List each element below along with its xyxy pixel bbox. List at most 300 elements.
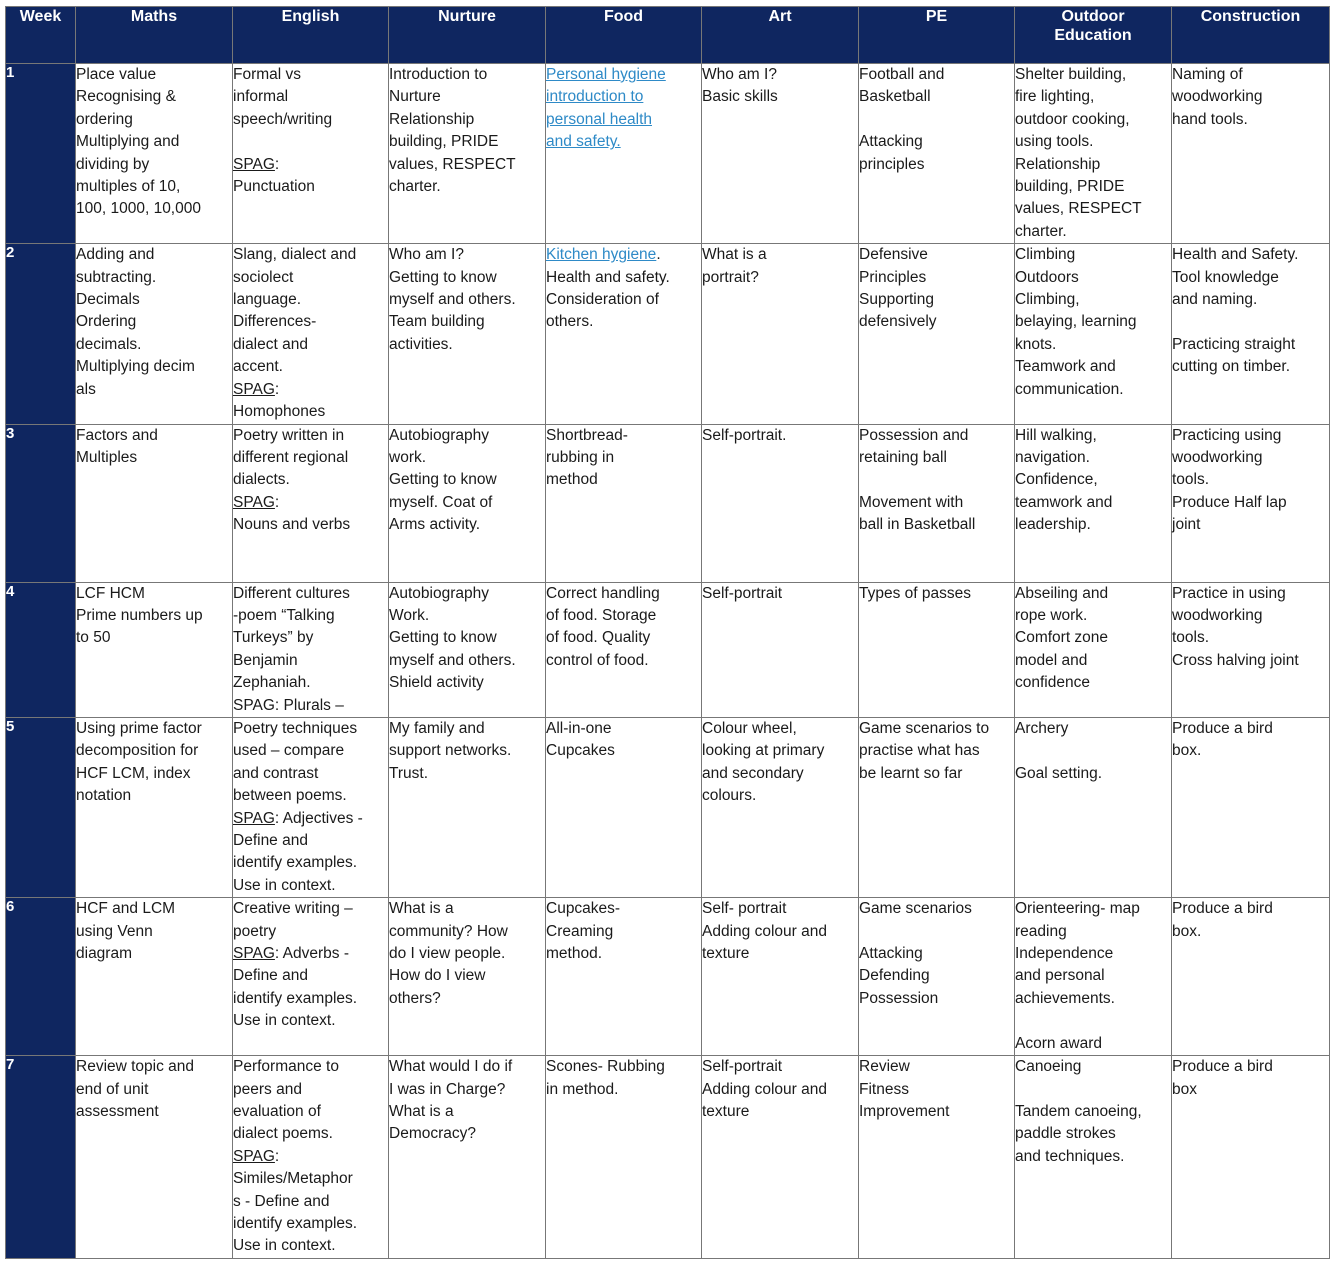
cell-text: Supporting <box>859 291 934 309</box>
cell-text: Principles <box>859 268 927 286</box>
table-row <box>6 424 1330 582</box>
cell-text: decomposition for <box>76 742 199 760</box>
cell-english <box>233 244 389 424</box>
cell-text: leadership. <box>1015 516 1091 534</box>
cell-text: Creative writing – <box>233 900 353 918</box>
cell-text: Introduction to <box>389 66 488 83</box>
cell-text: Cupcakes- <box>546 900 621 918</box>
cell-text: Zephaniah. <box>233 674 311 692</box>
cell-text: SPAG: <box>233 1147 280 1165</box>
cell-text: SPAG: <box>233 493 280 511</box>
cell-text: Who am I? <box>702 66 777 83</box>
cell-text: Autobiography <box>389 426 489 444</box>
cell-text: dialect poems. <box>233 1125 333 1143</box>
cell-food <box>546 582 702 717</box>
cell-text: Cross halving joint <box>1172 651 1299 669</box>
cell-english <box>233 1056 389 1259</box>
cell-maths <box>76 898 233 1056</box>
cell-text: work. <box>389 448 427 466</box>
hyperlink[interactable]: and safety. <box>546 133 621 151</box>
cell-nurture <box>389 717 546 897</box>
cell-text: subtracting. <box>76 268 157 286</box>
cell-text: Self-portrait <box>702 584 783 602</box>
cell-text: SPAG: Adverbs - <box>233 945 350 962</box>
cell-text: fire lighting, <box>1015 88 1095 106</box>
cell-text: Self-portrait. <box>702 426 787 444</box>
cell-text: Nouns and verbs <box>233 516 351 534</box>
cell-food <box>546 64 702 244</box>
cell-text: Relationship <box>1015 155 1101 173</box>
cell-art <box>702 424 859 582</box>
cell-text: communication. <box>1015 380 1124 398</box>
cell-text: Creaming <box>546 922 614 940</box>
cell-text: What would I do if <box>389 1058 513 1076</box>
cell-text: I was in Charge? <box>389 1080 506 1098</box>
cell-text: Getting to know <box>389 629 497 647</box>
cell-text: method <box>546 471 598 489</box>
cell-art <box>702 64 859 244</box>
cell-text: rope work. <box>1015 606 1088 624</box>
cell-text: teamwork and <box>1015 493 1113 511</box>
cell-text: identify examples. <box>233 1215 358 1233</box>
cell-nurture <box>389 1056 546 1259</box>
cell-text: Multiplying and <box>76 133 180 151</box>
header-food: Food <box>546 7 702 64</box>
cell-construction <box>1172 424 1330 582</box>
cell-construction <box>1172 898 1330 1056</box>
cell-text: using tools. <box>1015 133 1094 151</box>
cell-text: Climbing <box>1015 246 1076 264</box>
cell-text: Adding colour and <box>702 1080 827 1098</box>
cell-text <box>546 64 701 86</box>
cell-text: confidence <box>1015 674 1090 692</box>
cell-text: Improvement <box>859 1103 950 1120</box>
cell-art <box>702 244 859 424</box>
cell-text: HCF LCM, index <box>76 764 191 782</box>
header-maths: Maths <box>76 7 233 64</box>
curriculum-table <box>5 6 1330 1259</box>
cell-text: model and <box>1015 651 1088 669</box>
cell-text: speech/writing <box>233 110 333 128</box>
table-body <box>6 64 1330 1259</box>
cell-text: values, RESPECT <box>1015 200 1142 218</box>
cell-text: woodworking <box>1172 606 1263 624</box>
cell-text: Similes/Metaphor <box>233 1170 353 1188</box>
cell-maths <box>76 717 233 897</box>
cell-text: and techniques. <box>1015 1147 1125 1165</box>
cell-text: All-in-one <box>546 719 612 737</box>
blank-line <box>859 921 1014 943</box>
header-art: Art <box>702 7 859 64</box>
cell-text: cutting on timber. <box>1172 358 1291 376</box>
cell-text: building, PRIDE <box>389 133 499 151</box>
cell-text: Shield activity <box>389 674 484 692</box>
cell-pe <box>859 424 1015 582</box>
cell-text: Define and <box>233 967 308 985</box>
cell-text: Acorn award <box>1015 1034 1103 1052</box>
cell-text: outdoor cooking, <box>1015 110 1130 128</box>
cell-text: Democracy? <box>389 1125 476 1143</box>
cell-text: language. <box>233 291 302 309</box>
cell-text: community? How <box>389 922 508 940</box>
cell-text: Formal vs <box>233 66 302 83</box>
cell-text: Movement with <box>859 493 964 511</box>
cell-text: Practicing using <box>1172 426 1282 444</box>
hyperlink[interactable]: Personal hygiene <box>546 66 666 83</box>
cell-text: SPAG: Plurals – <box>233 696 344 714</box>
cell-text: SPAG: <box>233 155 280 173</box>
cell-text: Scones- Rubbing <box>546 1058 665 1076</box>
cell-text: identify examples. <box>233 989 358 1007</box>
underlined-text: SPAG <box>233 945 275 962</box>
cell-text: Canoeing <box>1015 1058 1082 1076</box>
cell-text: Independence <box>1015 945 1114 962</box>
cell-food <box>546 424 702 582</box>
cell-text: texture <box>702 1103 750 1120</box>
blank-line <box>1015 740 1171 762</box>
cell-text: myself. Coat of <box>389 493 493 511</box>
cell-text: Produce a bird <box>1172 900 1273 918</box>
cell-text: between poems. <box>233 787 347 805</box>
cell-text: Defending <box>859 967 930 985</box>
cell-text: dialects. <box>233 471 290 489</box>
blank-line <box>1015 1079 1171 1101</box>
cell-text: myself and others. <box>389 291 516 309</box>
cell-text: practise what has <box>859 742 980 760</box>
cell-maths <box>76 244 233 424</box>
cell-text: different regional <box>233 448 349 466</box>
cell-text: and naming. <box>1172 291 1258 309</box>
cell-text: ball in Basketball <box>859 516 976 534</box>
cell-food <box>546 717 702 897</box>
cell-text: Ordering <box>76 313 137 331</box>
cell-text: -poem “Talking <box>233 606 335 624</box>
cell-text: multiples of 10, <box>76 178 181 196</box>
cell-text: Prime numbers up <box>76 606 203 624</box>
cell-text: box. <box>1172 742 1202 760</box>
cell-text: Getting to know <box>389 268 497 286</box>
blank-line <box>859 469 1014 491</box>
cell-maths <box>76 64 233 244</box>
underlined-text: SPAG <box>233 493 275 511</box>
cell-text: Archery <box>1015 719 1069 737</box>
cell-text: poetry <box>233 922 277 940</box>
cell-text: Different cultures <box>233 584 350 602</box>
cell-text <box>546 131 701 153</box>
cell-text: charter. <box>1015 222 1067 240</box>
cell-text: used – compare <box>233 742 345 760</box>
cell-text: Correct handling <box>546 584 660 602</box>
table-row <box>6 898 1330 1056</box>
header-construction: Construction <box>1172 7 1330 64</box>
cell-construction <box>1172 582 1330 717</box>
cell-text: do I view people. <box>389 945 506 962</box>
cell-text: Multiples <box>76 448 138 466</box>
cell-text: Punctuation <box>233 178 315 196</box>
cell-text: principles <box>859 155 925 173</box>
cell-text: Autobiography <box>389 584 489 602</box>
cell-text: Abseiling and <box>1015 584 1109 602</box>
cell-pe <box>859 898 1015 1056</box>
cell-text: box. <box>1172 922 1202 940</box>
cell-text: Practice in using <box>1172 584 1286 602</box>
week-number: 4 <box>6 582 76 717</box>
cell-text: Use in context. <box>233 1012 336 1030</box>
cell-text: Cupcakes <box>546 742 615 760</box>
cell-text: Football and <box>859 66 945 83</box>
cell-text: Attacking <box>859 944 923 962</box>
header-nurture: Nurture <box>389 7 546 64</box>
cell-text: s - Define and <box>233 1192 330 1210</box>
cell-text: identify examples. <box>233 854 358 872</box>
cell-text: What is a <box>702 246 767 264</box>
cell-text: portrait? <box>702 268 759 286</box>
cell-text: looking at primary <box>702 742 825 760</box>
cell-text: Attacking <box>859 133 923 151</box>
cell-text: others? <box>389 989 441 1007</box>
cell-text: Trust. <box>389 764 429 782</box>
hyperlink[interactable]: Kitchen hygiene <box>546 246 657 264</box>
cell-text: using Venn <box>76 922 153 940</box>
cell-pe <box>859 582 1015 717</box>
cell-text: Poetry techniques <box>233 719 358 737</box>
cell-text: of food. Storage <box>546 606 657 624</box>
cell-pe <box>859 244 1015 424</box>
cell-text <box>546 86 701 108</box>
cell-text: Produce a bird <box>1172 1058 1273 1076</box>
cell-text: support networks. <box>389 742 512 760</box>
cell-maths <box>76 1056 233 1259</box>
cell-text: Teamwork and <box>1015 358 1116 376</box>
cell-text: Colour wheel, <box>702 719 797 737</box>
cell-food <box>546 244 702 424</box>
cell-text: Self- portrait <box>702 900 787 918</box>
cell-pe <box>859 717 1015 897</box>
cell-outdoor-education <box>1015 582 1172 717</box>
cell-text: Performance to <box>233 1058 339 1076</box>
blank-line <box>1172 311 1329 333</box>
cell-nurture <box>389 244 546 424</box>
cell-maths <box>76 424 233 582</box>
week-number: 2 <box>6 244 76 424</box>
cell-text: Getting to know <box>389 471 497 489</box>
cell-construction <box>1172 64 1330 244</box>
cell-text: of food. Quality <box>546 629 651 647</box>
cell-text: Recognising & <box>76 88 176 106</box>
cell-text: Who am I? <box>389 246 464 264</box>
cell-text: Health and Safety. <box>1172 246 1299 264</box>
cell-text: end of unit <box>76 1080 149 1098</box>
cell-text: How do I view <box>389 967 486 985</box>
cell-text: Shelter building, <box>1015 66 1127 83</box>
cell-text: Possession <box>859 989 939 1007</box>
cell-text: defensively <box>859 313 937 331</box>
cell-text: assessment <box>76 1103 159 1120</box>
cell-outdoor-education <box>1015 898 1172 1056</box>
cell-text: joint <box>1172 516 1201 534</box>
header-english: English <box>233 7 389 64</box>
cell-outdoor-education <box>1015 717 1172 897</box>
cell-text: others. <box>546 313 594 331</box>
cell-text: Game scenarios to <box>859 719 990 737</box>
cell-text: Arms activity. <box>389 516 480 534</box>
cell-pe <box>859 64 1015 244</box>
cell-text: Decimals <box>76 291 140 309</box>
cell-nurture <box>389 64 546 244</box>
cell-text: Naming of <box>1172 66 1243 83</box>
cell-text: HCF and LCM <box>76 900 176 918</box>
week-number: 5 <box>6 717 76 897</box>
cell-text: Use in context. <box>233 876 336 894</box>
underlined-text: SPAG <box>233 809 275 827</box>
cell-outdoor-education <box>1015 1056 1172 1259</box>
cell-text: What is a <box>389 1103 454 1120</box>
cell-text: in method. <box>546 1080 619 1098</box>
cell-text: Produce a bird <box>1172 719 1273 737</box>
cell-maths <box>76 582 233 717</box>
underlined-text: SPAG <box>233 380 275 398</box>
cell-text: Shortbread- <box>546 426 628 444</box>
cell-outdoor-education <box>1015 64 1172 244</box>
cell-text: activities. <box>389 335 453 353</box>
cell-text: Relationship <box>389 110 475 128</box>
blank-line <box>859 109 1014 131</box>
cell-text: knots. <box>1015 335 1057 353</box>
cell-english <box>233 717 389 897</box>
cell-text: 100, 1000, 10,000 <box>76 200 201 218</box>
cell-text: Define and <box>233 831 308 849</box>
cell-text: and secondary <box>702 764 804 782</box>
cell-art <box>702 582 859 717</box>
cell-text: Hill walking, <box>1015 426 1097 444</box>
cell-text: informal <box>233 88 289 106</box>
header-pe: PE <box>859 7 1015 64</box>
cell-english <box>233 582 389 717</box>
cell-text: notation <box>76 787 132 805</box>
hyperlink[interactable]: personal health <box>546 110 652 128</box>
cell-construction <box>1172 1056 1330 1259</box>
cell-food <box>546 898 702 1056</box>
cell-text: box <box>1172 1080 1197 1098</box>
cell-text: values, RESPECT <box>389 155 516 173</box>
underlined-text: SPAG <box>233 1147 275 1165</box>
cell-text: and contrast <box>233 764 319 782</box>
cell-text: Basketball <box>859 88 931 106</box>
cell-text: Produce Half lap <box>1172 493 1287 511</box>
cell-text: charter. <box>389 178 441 196</box>
cell-text: LCF HCM <box>76 584 145 602</box>
cell-text: Health and safety. <box>546 268 670 286</box>
cell-text: Possession and <box>859 426 969 444</box>
cell-text: Practicing straight <box>1172 335 1296 353</box>
cell-text: Poetry written in <box>233 426 345 444</box>
cell-english <box>233 898 389 1056</box>
cell-text: building, PRIDE <box>1015 178 1125 196</box>
cell-text: sociolect <box>233 268 294 286</box>
cell-text: Defensive <box>859 246 928 264</box>
cell-text: Self-portrait <box>702 1058 783 1076</box>
cell-text: Comfort zone <box>1015 629 1109 647</box>
header-row <box>6 7 1330 64</box>
cell-text: Turkeys” by <box>233 629 314 647</box>
cell-text: Adding colour and <box>702 922 827 940</box>
cell-text: method. <box>546 945 603 962</box>
blank-line <box>233 131 388 153</box>
table-row <box>6 1056 1330 1259</box>
cell-text: SPAG: <box>233 380 280 398</box>
cell-text: Orienteering- map <box>1015 900 1140 918</box>
cell-text: Work. <box>389 606 430 624</box>
underlined-text: SPAG <box>233 155 275 173</box>
cell-construction <box>1172 244 1330 424</box>
table-row <box>6 582 1330 717</box>
cell-text: Confidence, <box>1015 471 1098 489</box>
cell-english <box>233 424 389 582</box>
cell-text <box>546 109 701 131</box>
cell-text: Place value <box>76 66 157 83</box>
cell-text: Differences- <box>233 313 317 331</box>
cell-text: tools. <box>1172 471 1210 489</box>
cell-construction <box>1172 717 1330 897</box>
cell-text: myself and others. <box>389 651 516 669</box>
cell-text: Game scenarios <box>859 900 972 918</box>
cell-text: Benjamin <box>233 651 298 669</box>
cell-text: reading <box>1015 922 1067 940</box>
cell-text: diagram <box>76 945 132 962</box>
cell-nurture <box>389 898 546 1056</box>
cell-text: accent. <box>233 358 283 376</box>
cell-text: texture <box>702 945 750 962</box>
hyperlink[interactable]: introduction to <box>546 88 644 106</box>
cell-text: paddle strokes <box>1015 1125 1116 1143</box>
table-row <box>6 244 1330 424</box>
cell-text: als <box>76 380 96 398</box>
cell-text: Goal setting. <box>1015 764 1103 782</box>
cell-text: control of food. <box>546 651 649 669</box>
cell-text: ordering <box>76 110 133 128</box>
cell-text: Types of passes <box>859 584 972 602</box>
week-number: 7 <box>6 1056 76 1259</box>
header-week: Week <box>6 7 76 64</box>
cell-text: belaying, learning <box>1015 313 1137 331</box>
cell-text: Consideration of <box>546 291 659 309</box>
cell-text: dialect and <box>233 335 308 353</box>
cell-nurture <box>389 424 546 582</box>
cell-text: Homophones <box>233 403 326 421</box>
cell-text: Adding and <box>76 246 155 264</box>
table-row <box>6 717 1330 897</box>
cell-text: SPAG: Adjectives - <box>233 809 363 827</box>
week-number: 1 <box>6 64 76 244</box>
blank-line <box>1015 1010 1171 1032</box>
cell-text: Tandem canoeing, <box>1015 1102 1142 1120</box>
cell-text: retaining ball <box>859 448 947 466</box>
cell-text: tools. <box>1172 629 1210 647</box>
cell-art <box>702 717 859 897</box>
cell-food <box>546 1056 702 1259</box>
cell-text: Multiplying decim <box>76 358 195 376</box>
cell-text: Climbing, <box>1015 291 1080 309</box>
cell-text: Use in context. <box>233 1237 336 1255</box>
table-row <box>6 64 1330 244</box>
cell-text: be learnt so far <box>859 764 963 782</box>
week-number: 3 <box>6 424 76 582</box>
cell-text: Outdoors <box>1015 268 1079 286</box>
cell-text: peers and <box>233 1080 302 1098</box>
cell-text: rubbing in <box>546 448 615 466</box>
cell-text: Using prime factor <box>76 719 202 737</box>
cell-text: achievements. <box>1015 989 1115 1007</box>
